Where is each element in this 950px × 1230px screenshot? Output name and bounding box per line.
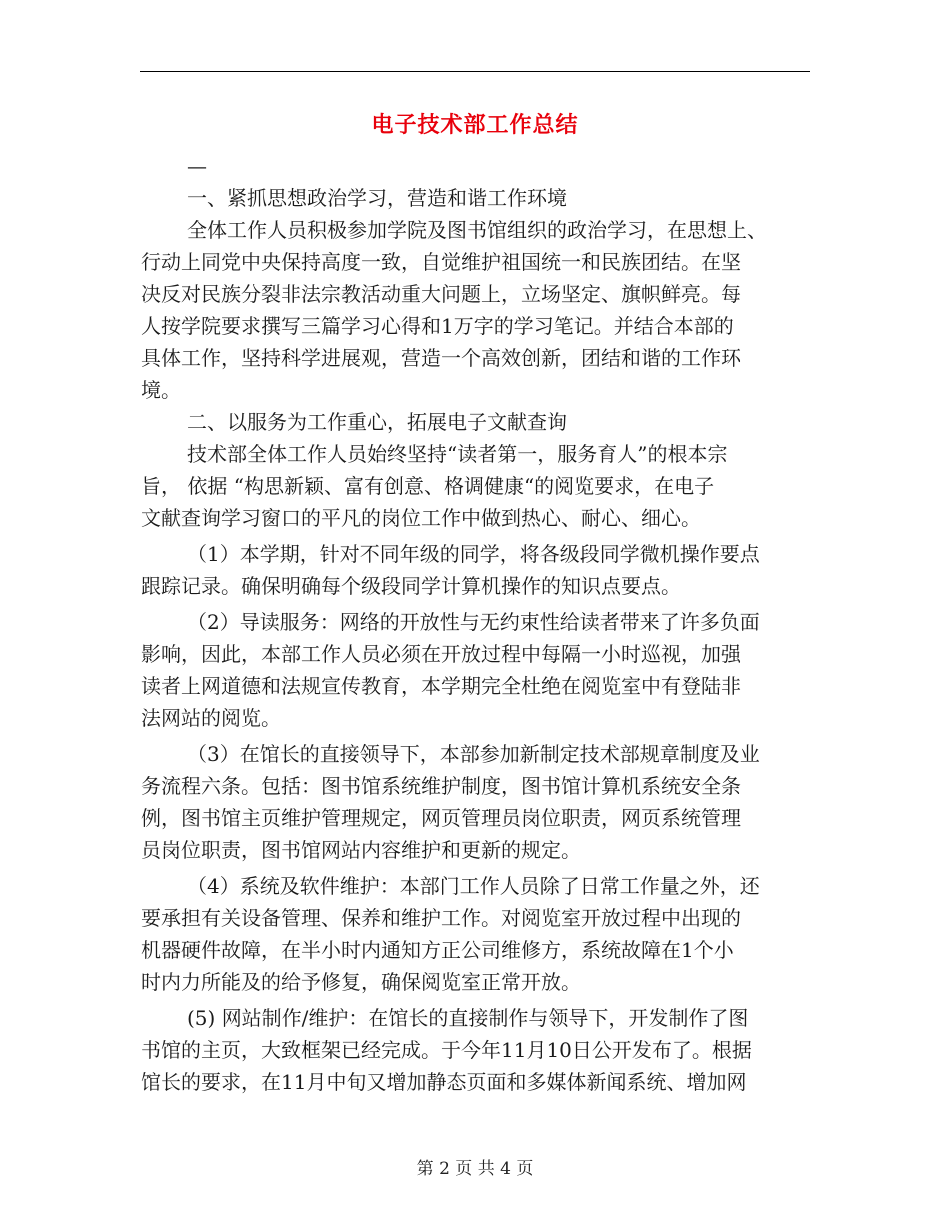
- text-line: 二、以服务为工作重心，拓展电子文献查询: [187, 410, 567, 434]
- text-line: （1）本学期，针对不同年级的同学，将各级段同学微机操作要点: [187, 542, 760, 566]
- text-line: 时内力所能及的给予修复，确保阅览室正常开放。: [141, 970, 581, 994]
- text-line: （3）在馆长的直接领导下，本部参加新制定技术部规章制度及业: [187, 742, 760, 766]
- text-line: 务流程六条。包括：图书馆系统维护制度，图书馆计算机系统安全条: [141, 774, 741, 798]
- text-line: （2）导读服务：网络的开放性与无约束性给读者带来了许多负面: [187, 610, 760, 634]
- text-line: 文献查询学习窗口的平凡的岗位工作中做到热心、耐心、细心。: [141, 506, 701, 530]
- document-title: 电子技术部工作总结: [371, 112, 579, 138]
- text-line: 一、紧抓思想政治学习，营造和谐工作环境: [187, 186, 567, 210]
- document-body: [141, 150, 813, 1098]
- text-line: 书馆的主页，大致框架已经完成。于今年11月10日公开发布了。根据: [141, 1038, 752, 1062]
- text-line: 技术部全体工作人员始终坚持“读者第一，服务育人”的根本宗: [187, 442, 728, 466]
- text-line: 具体工作，坚持科学进展观，营造一个高效创新，团结和谐的工作环: [141, 346, 741, 370]
- text-line: （4）系统及软件维护：本部门工作人员除了日常工作量之外，还: [187, 874, 760, 898]
- text-line: 机器硬件故障，在半小时内通知方正公司维修方，系统故障在1个小: [141, 938, 734, 962]
- header-rule: [140, 71, 810, 72]
- text-line: 旨， 依据 “构思新颖、富有创意、格调健康“的阅览要求，在电子: [141, 474, 715, 498]
- text-line: (5) 网站制作/维护：在馆长的直接制作与领导下，开发制作了图: [187, 1006, 749, 1030]
- text-line: 读者上网道德和法规宣传教育，本学期完全杜绝在阅览室中有登陆非: [141, 674, 741, 698]
- text-line: 全体工作人员积极参加学院及图书馆组织的政治学习，在思想上、: [187, 218, 767, 242]
- text-line: 例，图书馆主页维护管理规定，网页管理员岗位职责，网页系统管理: [141, 806, 741, 830]
- dash-separator: —: [187, 154, 207, 178]
- text-line: 跟踪记录。确保明确每个级段同学计算机操作的知识点要点。: [141, 574, 681, 598]
- paragraph-lines: [141, 182, 813, 1098]
- text-line: 员岗位职责，图书馆网站内容维护和更新的规定。: [141, 838, 581, 862]
- text-line: 法网站的阅览。: [141, 706, 281, 730]
- text-line: 境。: [141, 378, 181, 402]
- text-line: 行动上同党中央保持高度一致，自觉维护祖国统一和民族团结。在坚: [141, 250, 741, 274]
- text-line: 要承担有关设备管理、保养和维护工作。对阅览室开放过程中出现的: [141, 906, 741, 930]
- text-line: 影响，因此，本部工作人员必须在开放过程中每隔一小时巡视，加强: [141, 642, 741, 666]
- text-line: 人按学院要求撰写三篇学习心得和1万字的学习笔记。并结合本部的: [141, 314, 734, 338]
- page-number: 第 2 页 共 4 页: [416, 1159, 534, 1179]
- text-line: 馆长的要求，在11月中旬又增加静态页面和多媒体新闻系统、增加网: [141, 1070, 747, 1094]
- text-line: 决反对民族分裂非法宗教活动重大问题上，立场坚定、旗帜鲜亮。每: [141, 282, 741, 306]
